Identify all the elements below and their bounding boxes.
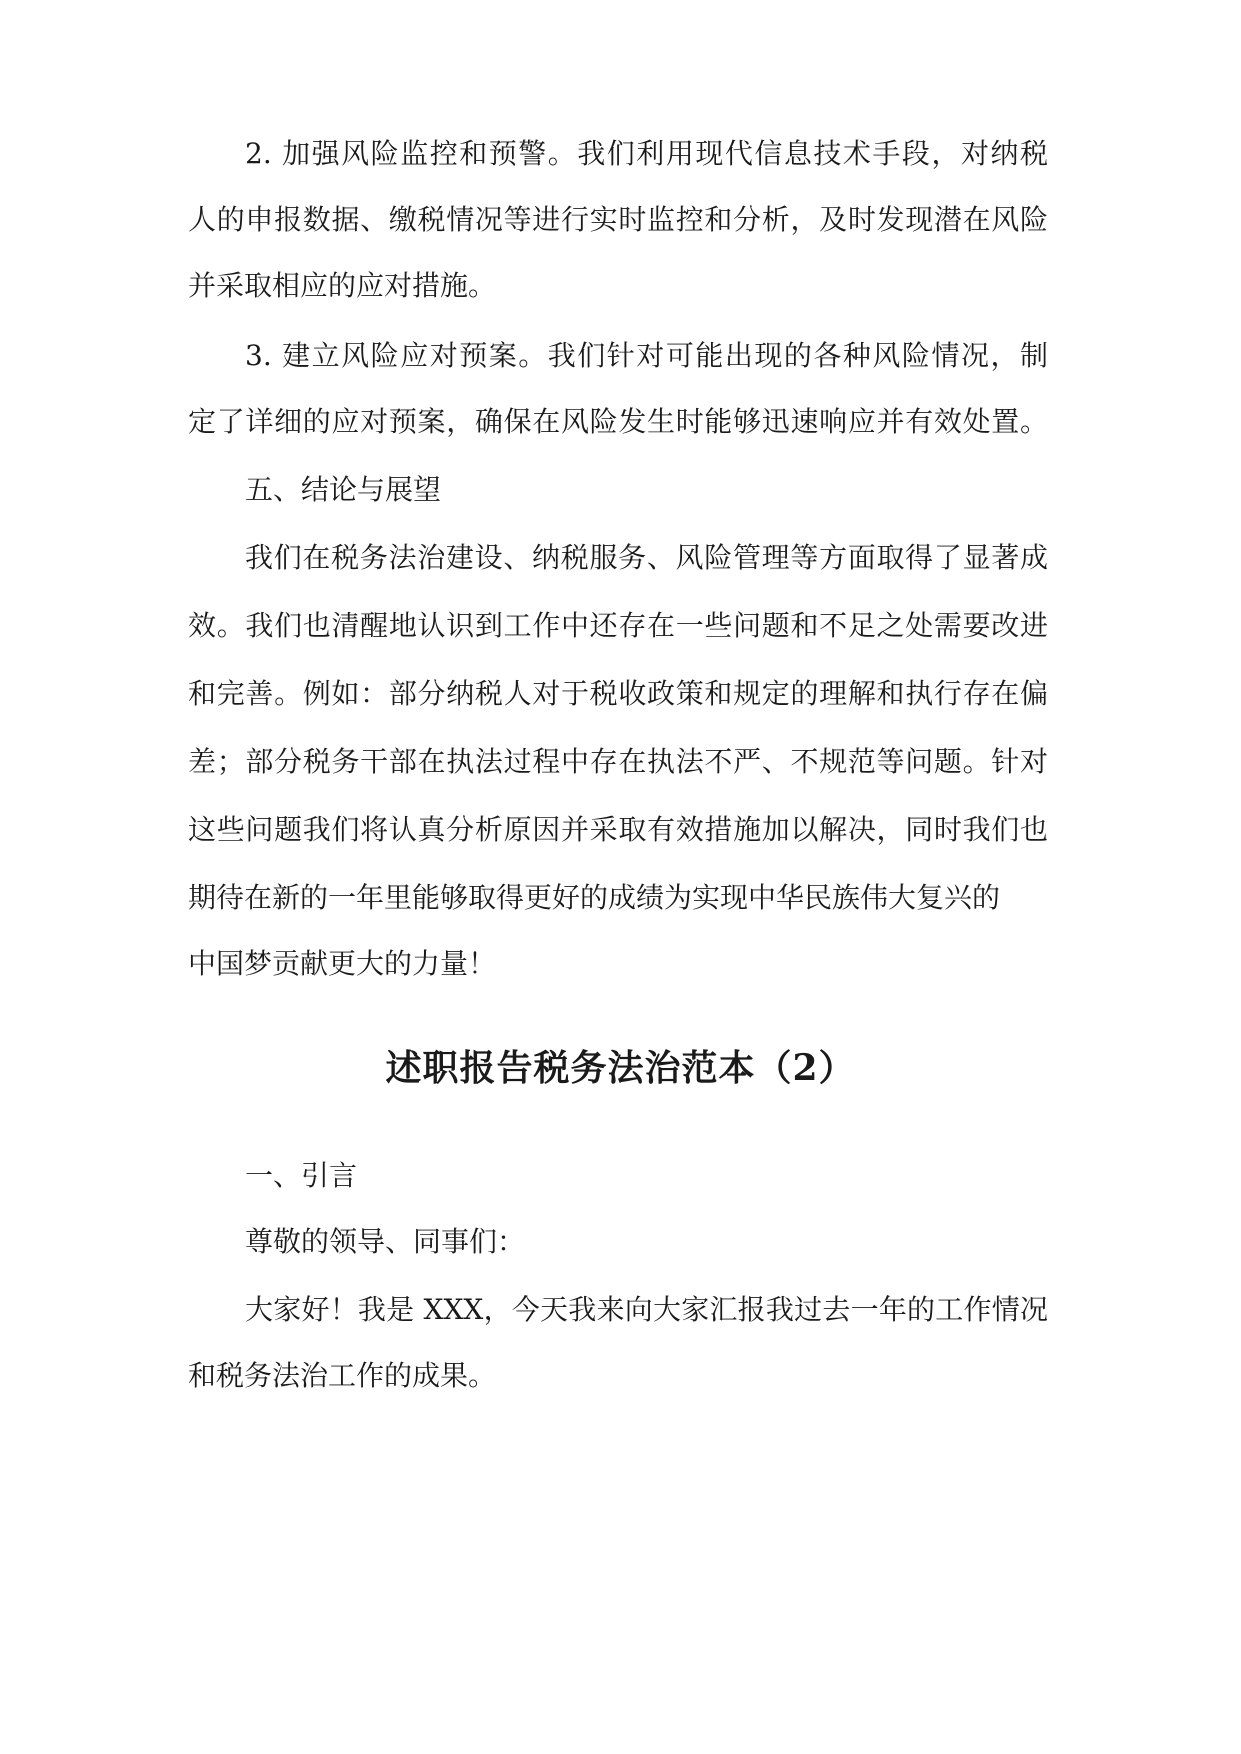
item2-line-3: 并采取相应的应对措施。: [188, 269, 497, 302]
opening-line-2: 和税务法治工作的成果。: [188, 1359, 497, 1392]
conclusion-line-4: 差；部分税务干部在执法过程中存在执法不严、不规范等问题。针对: [188, 745, 1048, 778]
conclusion-line-3: 和完善。例如：部分纳税人对于税收政策和规定的理解和执行存在偏: [188, 677, 1048, 710]
conclusion-line-5: 这些问题我们将认真分析原因并采取有效措施加以解决，同时我们也: [188, 813, 1048, 846]
report-title: 述职报告税务法治范本（2）: [385, 1047, 856, 1089]
conclusion-heading: 五、结论与展望: [245, 473, 442, 506]
conclusion-line-6: 期待在新的一年里能够取得更好的成绩为实现中华民族伟大复兴的: [188, 881, 1001, 914]
opening-line-1: 大家好！我是 XXX，今天我来向大家汇报我过去一年的工作情况: [245, 1293, 1048, 1326]
item3-line-1: 3. 建立风险应对预案。我们针对可能出现的各种风险情况，制: [245, 339, 1048, 372]
item2-line-2: 人的申报数据、缴税情况等进行实时监控和分析，及时发现潜在风险: [188, 203, 1048, 236]
greeting: 尊敬的领导、同事们：: [245, 1225, 526, 1258]
conclusion-line-7: 中国梦贡献更大的力量！: [188, 947, 497, 980]
item3-line-2: 定了详细的应对预案，确保在风险发生时能够迅速响应并有效处置。: [188, 405, 1048, 438]
intro-heading: 一、引言: [245, 1159, 358, 1192]
conclusion-line-2: 效。我们也清醒地认识到工作中还存在一些问题和不足之处需要改进: [188, 609, 1048, 642]
item2-line-1: 2. 加强风险监控和预警。我们利用现代信息技术手段，对纳税: [245, 137, 1048, 170]
conclusion-line-1: 我们在税务法治建设、纳税服务、风险管理等方面取得了显著成: [245, 541, 1048, 574]
